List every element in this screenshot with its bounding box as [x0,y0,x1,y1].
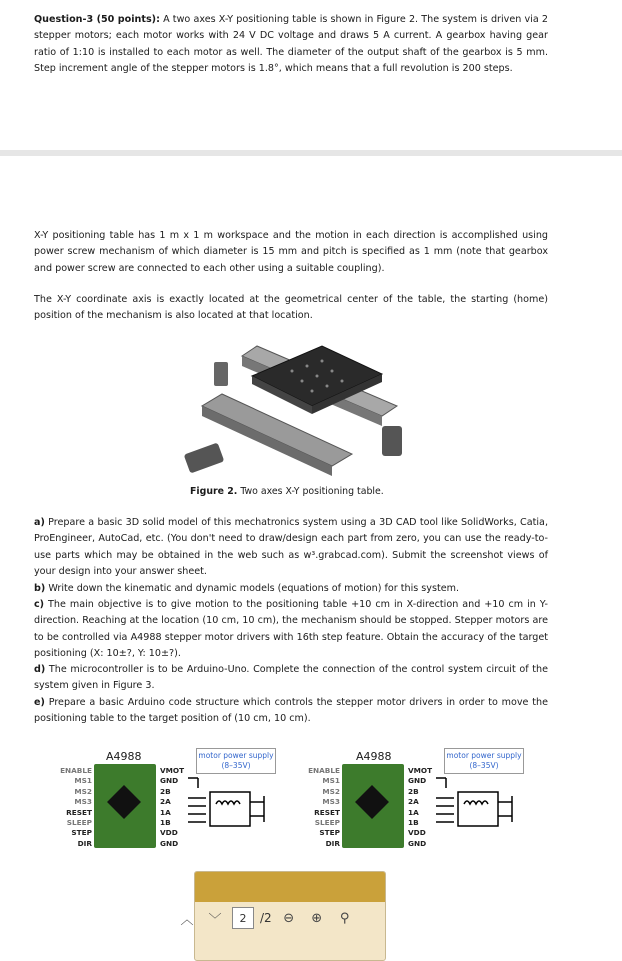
pin-label: 1B [408,818,419,828]
task-d-label: d) [34,664,46,675]
pin-label: 2A [408,797,419,807]
total-pages: /2 [260,911,272,925]
supply-label-2 [444,748,524,774]
pin-label: MS1 [74,776,92,786]
supply-label-1 [196,748,276,774]
task-d-text: The microcontroller is to be Arduino-Uno. Complete the connection of the control system circuit of the system given in Figure 3. [34,664,548,692]
figure2-text: Two axes X-Y positioning table. [237,486,384,497]
page-toolbar [176,903,356,933]
task-d [34,662,548,695]
driver2-title: A4988 [356,750,392,763]
task-a-text: Prepare a basic 3D solid model of this mechatronics system using a 3D CAD tool like SolidWorks, Catia, ProEngineer, AutoCad, etc. (You don't need to draw/design each part from zero, you can use the ready-to-use parts which may be obtained in the web such as w³.grabcad.com). Submit the screenshot views of your design into your answer sheet. [34,517,548,577]
pin-label: GND [408,838,427,848]
driver2-board [342,764,404,848]
task-b-label: b) [34,583,46,594]
pin-label: ENABLE [308,766,340,775]
driver1-left-pins [52,766,92,849]
motor-symbol-2 [436,776,526,836]
pin-label: MS2 [74,786,92,796]
pin-label: 1A [408,807,419,817]
pin-label: VDD [408,828,426,838]
pin-label: DIR [325,838,340,848]
task-e-label: e) [34,697,45,708]
pin-label: MS3 [322,797,340,807]
pin-label: MS2 [322,786,340,796]
zoom-out-icon[interactable]: ⊖ [283,910,295,926]
driver1-right-pins [160,766,184,849]
next-page-button[interactable]: ﹀ [208,912,222,928]
driver-chip [355,785,389,819]
figure2-label: Figure 2. [190,486,238,497]
pin-label: GND [408,776,427,786]
previous-page-button[interactable]: ︿ [180,912,194,928]
pin-label: DIR [77,838,92,848]
pin-label: GND [160,838,179,848]
task-a-label: a) [34,517,45,528]
arduino-header-strip [195,872,385,902]
supply-line2: (8–35V) [469,761,499,770]
pin-label: SLEEP [66,818,92,828]
pin-label: 1A [160,807,171,817]
pin-label: STEP [71,828,92,838]
pin-label: 2B [160,786,171,796]
task-b [34,581,548,597]
pin-label: VDD [160,828,178,838]
page-separator [0,150,622,156]
pin-label: GND [160,776,179,786]
task-b-text: Write down the kinematic and dynamic models (equations of motion) for this system. [45,583,460,594]
pin-label: ENABLE [60,766,92,775]
driver2-left-pins [300,766,340,849]
figure3-circuit [52,746,572,856]
pin-label: 1B [160,818,171,828]
pin-label: VMOT [160,766,185,775]
search-icon[interactable]: ⚲ [339,910,350,926]
pin-label: VMOT [408,766,433,775]
task-c-text: The main objective is to give motion to the positioning table +10 cm in X-direction and +10 cm in Y-direction. Reaching at the location (10 cm, 10 cm), the mechanism should be stopped. Stepper motors are to be controlled via A4988 stepper motor drivers with 16th step feature. Obtain the accuracy of the target positioning (X: 10±?, Y: 10±?). [34,599,548,659]
pin-label: MS3 [74,797,92,807]
pin-label: RESET [66,807,92,817]
pin-label: STEP [319,828,340,838]
pin-label: SLEEP [314,818,340,828]
task-c-label: c) [34,599,45,610]
pin-label: 2A [160,797,171,807]
pin-label: RESET [314,807,340,817]
page-number-input[interactable]: 2 [232,907,254,929]
driver2-right-pins [408,766,432,849]
task-c [34,597,548,662]
pin-label: MS1 [322,776,340,786]
driver-chip [107,785,141,819]
supply-line1: motor power supply [446,751,522,760]
driver1-board [94,764,156,848]
task-e [34,695,548,728]
question-intro-text: A two axes X-Y positioning table is shown in Figure 2. The system is driven via 2 stepper motors; each motor works with 24 V DC voltage and draws 5 A current. A gearbox having gear ratio of 1:10 is installed to each motor as well. The diameter of the output shaft of the gearbox is 5 mm. Step increment angle of the stepper motors is 1.8°, which means that a full revolution is 200 steps. [34,14,548,74]
pin-label: 2B [408,786,419,796]
figure2-caption [190,486,384,497]
supply-line1: motor power supply [198,751,274,760]
xy-table-image [182,326,412,482]
task-e-text: Prepare a basic Arduino code structure which controls the stepper motor drivers in order to move the positioning table to the target position of (10 cm, 10 cm). [34,697,548,725]
question-title: Question-3 (50 points): [34,14,160,25]
workspace-paragraph: X-Y positioning table has 1 m x 1 m workspace and the motion in each direction is accomplished using power screw mechanism of which diameter is 15 mm and pitch is specified as 1 mm (note that gearbox and power screw are connected to each other using a suitable coupling). [34,230,548,274]
motor-symbol-1 [188,776,278,836]
coordinate-paragraph: The X-Y coordinate axis is exactly located at the geometrical center of the table, the starting (home) position of the mechanism is also located at that location. [34,294,548,322]
task-a [34,515,548,580]
zoom-in-icon[interactable]: ⊕ [311,910,323,926]
question-intro [34,12,548,77]
supply-line2: (8–35V) [221,761,251,770]
driver1-title: A4988 [106,750,142,763]
